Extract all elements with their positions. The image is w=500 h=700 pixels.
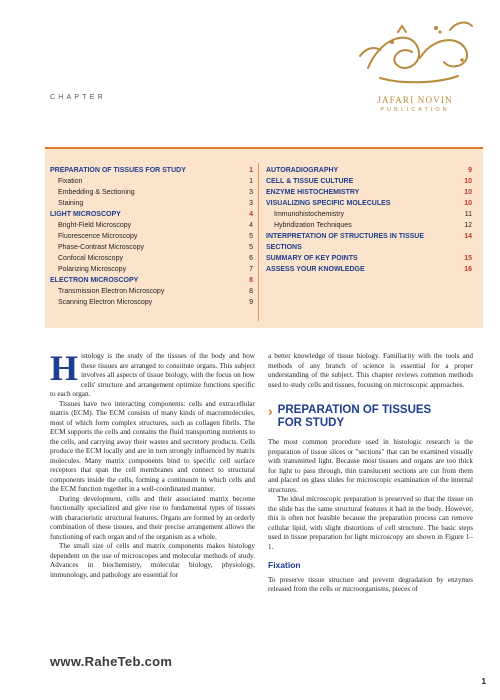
toc-entry[interactable] <box>50 253 253 264</box>
toc-entry[interactable] <box>50 220 253 231</box>
toc-entry-page: 5 <box>249 233 253 240</box>
toc-entry[interactable] <box>266 165 472 176</box>
toc-entry-page: 16 <box>464 266 472 273</box>
toc-entry-label: INTERPRETATION OF STRUCTURES IN TISSUE SECTIONS <box>266 233 425 251</box>
toc-entry-page: 12 <box>464 222 472 229</box>
toc-entry[interactable] <box>50 286 253 297</box>
toc-entry-page: 3 <box>249 200 253 207</box>
toc-entry-page: 15 <box>464 255 472 262</box>
toc-entry-label: ELECTRON MICROSCOPY <box>50 277 139 284</box>
toc-entry-label: Polarizing Microscopy <box>58 266 127 273</box>
toc-entry-label: Hybridization Techniques <box>274 222 352 229</box>
body-column-right <box>268 352 473 595</box>
toc-entry-label: Fluorescence Microscopy <box>58 233 138 240</box>
toc-entry-page: 10 <box>464 178 472 185</box>
page-number: 1 <box>481 677 486 686</box>
watermark: www.RaheTeb.com <box>50 654 173 669</box>
toc-entry[interactable] <box>266 220 472 231</box>
intro-text: istology is the study of the tissues of the body and how these tissues are arranged to constitute organs. This subject involves all aspects of tissue biology, with the focus on how cells' structure and arrangement optimize functions specific to each organ. <box>50 352 255 398</box>
toc-entry-page: 9 <box>468 167 472 174</box>
toc-entry-label: Embedding & Sectioning <box>58 189 135 196</box>
toc-entry-label: Scanning Electron Microscopy <box>58 299 153 306</box>
toc-entry-page: 14 <box>464 233 472 240</box>
paragraph: The small size of cells and matrix components makes histology dependent on the use of microscopes and molecular methods of study. Advances in biochemistry, molecular biology, physiology, immunology, and pathology are essential for <box>50 542 255 579</box>
toc-entry[interactable] <box>266 176 472 187</box>
toc-entry-page: 10 <box>464 189 472 196</box>
toc-entry[interactable] <box>50 264 253 275</box>
toc-entry-page: 9 <box>249 299 253 306</box>
toc-entry-label: Fixation <box>58 178 83 185</box>
toc-entry-label: CELL & TISSUE CULTURE <box>266 178 354 185</box>
toc-entry-page: 8 <box>249 288 253 295</box>
toc-entry[interactable] <box>266 198 472 209</box>
subsection-title-fixation: Fixation <box>268 560 301 570</box>
toc-entry[interactable] <box>266 264 472 275</box>
toc-right-column <box>266 165 472 275</box>
toc-entry[interactable] <box>266 209 472 220</box>
toc-entry-label: ENZYME HISTOCHEMISTRY <box>266 189 360 196</box>
toc-entry-label: Staining <box>58 200 84 207</box>
toc-entry-page: 1 <box>249 167 253 174</box>
logo-subtitle: PUBLICATION <box>380 107 450 113</box>
toc-entry-page: 7 <box>249 266 253 273</box>
toc-entry-page: 5 <box>249 244 253 251</box>
toc-left-column <box>50 165 253 308</box>
drop-cap: H <box>50 348 79 388</box>
toc-entry[interactable] <box>50 297 253 308</box>
toc-entry-page: 8 <box>249 277 253 284</box>
toc-entry-page: 10 <box>464 200 472 207</box>
section-title-line: FOR STUDY <box>277 417 345 429</box>
toc-entry[interactable] <box>50 209 253 220</box>
toc-entry-page: 3 <box>249 189 253 196</box>
body-column-left <box>50 348 255 580</box>
toc-entry-label: VISUALIZING SPECIFIC MOLECULES <box>266 200 391 207</box>
paragraph: During development, cells and their associated matrix become functionally specialized and give rise to fundamental types of tissues with characteristic structural features. Organs are formed by an orderly combination of these tissues, and their precise arrangement allows the functioning of each organ and of the organism as a whole. <box>50 494 255 541</box>
toc-entry-label: PREPARATION OF TISSUES FOR STUDY <box>50 167 186 174</box>
toc-entry[interactable] <box>50 198 253 209</box>
paragraph: a better knowledge of tissue biology. Familiarity with the tools and methods of any branch of science is essential for a proper understanding of the subject. This chapter reviews common methods used to study cells and tissues, focusing on microscopic approaches. <box>268 352 473 389</box>
toc-divider <box>258 163 259 321</box>
toc-entry-label: ASSESS YOUR KNOWLEDGE <box>266 266 365 273</box>
toc-entry-page: 6 <box>249 255 253 262</box>
chevron-right-icon: › <box>268 403 273 419</box>
paragraph: Tissues have two interacting components: cells and extracellular matrix (ECM). The ECM consists of many kinds of macromolecules, most of which form complex structures, such as collagen fibrils. The ECM supports the cells and contains the fluid transporting nutrients to the cells, and carrying away their wastes and secretory products. Cells produce the ECM locally and are in turn strongly influenced by matrix molecules. Many matrix components bind to specific cell surface receptors that span the cell membranes and connect to structural components inside the cells, forming a continuum in which cells and the ECM function together in a well-coordinated manner. <box>50 399 255 493</box>
toc-entry-label: Bright-Field Microscopy <box>58 222 132 229</box>
paragraph: To preserve tissue structure and prevent degradation by enzymes released from the cells or microorganisms, pieces of <box>268 575 473 593</box>
toc-entry[interactable] <box>266 187 472 198</box>
toc-entry-page: 4 <box>249 222 253 229</box>
toc-entry-label: Phase-Contrast Microscopy <box>58 244 144 251</box>
intro-paragraph <box>50 348 255 400</box>
toc-entry-page: 11 <box>464 211 472 218</box>
chapter-contents-box <box>45 147 483 328</box>
toc-entry[interactable] <box>50 231 253 242</box>
logo-name: JAFARI NOVIN <box>377 95 453 105</box>
toc-entry[interactable] <box>50 165 253 176</box>
toc-entry-label: LIGHT MICROSCOPY <box>50 211 121 218</box>
toc-entry[interactable] <box>266 253 472 264</box>
publisher-logo <box>340 8 490 128</box>
chapter-label: CHAPTER <box>50 94 106 101</box>
section-title-line: PREPARATION OF TISSUES <box>277 404 432 416</box>
toc-entry[interactable] <box>50 187 253 198</box>
section-title <box>278 404 432 430</box>
calligraphy-logo-icon <box>340 8 490 94</box>
toc-entry-label: Immunohistochemistry <box>274 211 345 218</box>
toc-entry[interactable] <box>266 231 472 253</box>
toc-entry[interactable] <box>50 275 253 286</box>
paragraph: The most common procedure used in histologic research is the preparation of tissue slices or "sections" that can be examined visually with transmitted light. Because most tissues and organs are too thick for light to pass through, thin translucent sections are cut from them and placed on glass slides for microscopic examination of the internal structures. <box>268 438 473 494</box>
toc-entry[interactable] <box>50 242 253 253</box>
toc-entry-label: AUTORADIOGRAPHY <box>266 167 339 174</box>
section-heading <box>268 404 473 430</box>
toc-entry-page: 4 <box>249 211 253 218</box>
toc-entry-label: Transmission Electron Microscopy <box>58 288 165 295</box>
toc-entry[interactable] <box>50 176 253 187</box>
toc-entry-label: Confocal Microscopy <box>58 255 123 262</box>
paragraph: The ideal microscopic preparation is preserved so that the tissue on the slide has the same structural features it had in the body. However, this is often not feasible because the preparation process can remove cellular lipid, with slight distortions of cell structure. The basic steps used in tissue preparation for light microscopy are shown in Figure 1–1. <box>268 495 473 551</box>
toc-entry-label: SUMMARY OF KEY POINTS <box>266 255 358 262</box>
toc-entry-page: 1 <box>249 178 253 185</box>
